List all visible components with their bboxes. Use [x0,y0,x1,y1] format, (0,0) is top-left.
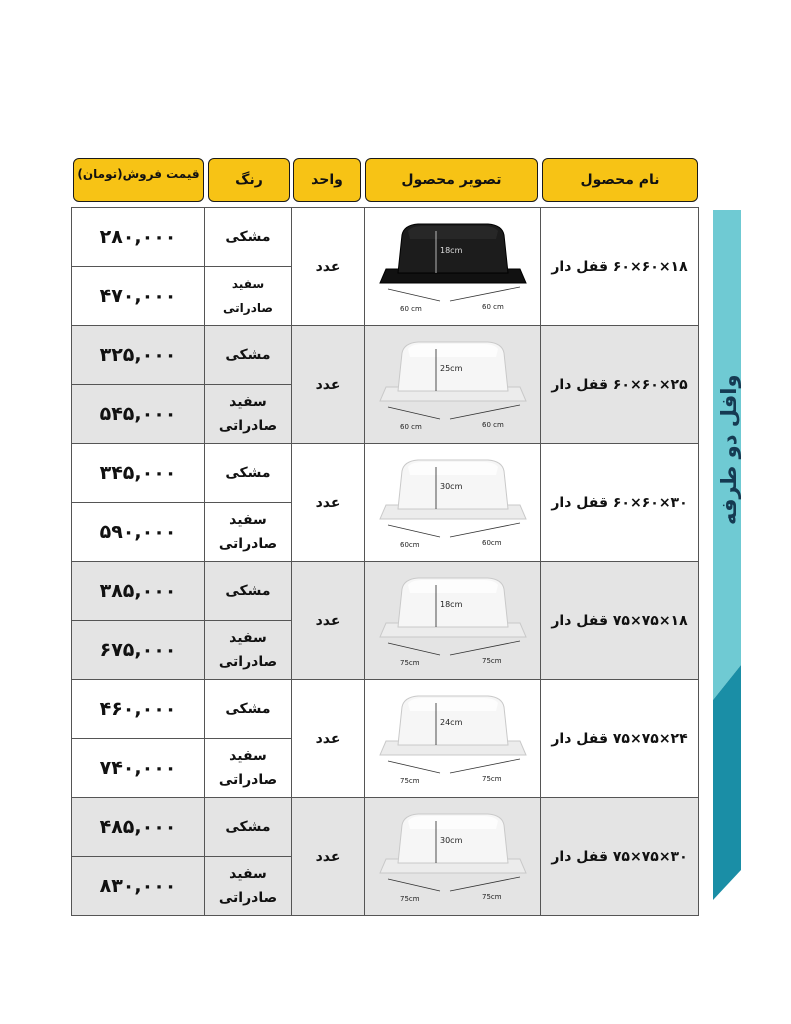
color-value: سفید صادراتی [205,739,292,798]
product-image-cell [365,444,541,562]
product-image-5 [378,807,528,907]
side-label: وافل دو طرفه [717,374,741,526]
price-value: ۴۸۵,۰۰۰ [72,798,205,857]
price-value: ۵۹۰,۰۰۰ [72,503,205,562]
price-value: ۶۷۵,۰۰۰ [72,621,205,680]
header-unit-label: واحد [311,172,343,188]
header-product-image-label: تصویر محصول [401,172,502,188]
unit-value: عدد [292,208,365,326]
color-value: مشکی [205,326,292,385]
color-value: سفید صادراتی [205,503,292,562]
price-value: ۳۲۵,۰۰۰ [72,326,205,385]
side-band-dark [713,665,741,900]
svg-text:25cm: 25cm [439,363,462,373]
color-value: مشکی [205,798,292,857]
svg-text:60 cm: 60 cm [481,420,504,429]
product-image-cell [365,680,541,798]
table-row [72,680,699,739]
svg-text:75cm: 75cm [481,774,502,783]
svg-text:30cm: 30cm [439,481,462,491]
header-price [73,158,204,202]
table-row [72,326,699,385]
price-value: ۵۴۵,۰۰۰ [72,385,205,444]
product-name: ۳۰×۷۵×۷۵ قفل دار [541,798,699,916]
color-value: سفید صادراتی [205,385,292,444]
svg-text:24cm: 24cm [439,717,462,727]
header-color [208,158,290,202]
price-table [71,207,699,916]
product-name: ۱۸×۶۰×۶۰ قفل دار [541,208,699,326]
table-row [72,798,699,857]
color-value: مشکی [205,680,292,739]
product-image-0 [378,217,528,317]
svg-text:60cm: 60cm [481,538,502,547]
product-image-4 [378,689,528,789]
price-value: ۳۴۵,۰۰۰ [72,444,205,503]
svg-text:75cm: 75cm [399,658,420,667]
svg-text:18cm: 18cm [439,245,462,255]
color-value: مشکی [205,562,292,621]
color-value: مشکی [205,444,292,503]
color-value: سفید صادراتی [205,267,292,326]
header-product-name-label: نام محصول [580,172,660,188]
svg-text:30cm: 30cm [439,835,462,845]
unit-value: عدد [292,562,365,680]
product-image-cell [365,326,541,444]
unit-value: عدد [292,798,365,916]
header-product-image [365,158,538,202]
unit-value: عدد [292,326,365,444]
color-value: سفید صادراتی [205,621,292,680]
svg-text:60 cm: 60 cm [399,304,422,313]
product-name: ۲۵×۶۰×۶۰ قفل دار [541,326,699,444]
unit-value: عدد [292,680,365,798]
price-value: ۷۴۰,۰۰۰ [72,739,205,798]
product-image-cell [365,208,541,326]
table-row [72,208,699,267]
unit-value: عدد [292,444,365,562]
product-name: ۱۸×۷۵×۷۵ قفل دار [541,562,699,680]
table-row [72,562,699,621]
header-price-label: قیمت فروش(تومان) [77,167,200,181]
price-value: ۴۶۰,۰۰۰ [72,680,205,739]
svg-text:18cm: 18cm [439,599,462,609]
table-row [72,444,699,503]
product-image-2 [378,453,528,553]
header-unit [293,158,361,202]
header-product-name [542,158,698,202]
svg-text:60 cm: 60 cm [481,302,504,311]
color-value: سفید صادراتی [205,857,292,916]
svg-text:75cm: 75cm [481,892,502,901]
color-value: مشکی [205,208,292,267]
svg-text:75cm: 75cm [481,656,502,665]
svg-text:75cm: 75cm [399,894,420,903]
product-name: ۲۴×۷۵×۷۵ قفل دار [541,680,699,798]
product-image-cell [365,562,541,680]
price-value: ۸۳۰,۰۰۰ [72,857,205,916]
price-value: ۳۸۵,۰۰۰ [72,562,205,621]
product-name: ۳۰×۶۰×۶۰ قفل دار [541,444,699,562]
svg-text:60 cm: 60 cm [399,422,422,431]
svg-text:60cm: 60cm [399,540,420,549]
product-image-1 [378,335,528,435]
product-image-3 [378,571,528,671]
product-image-cell [365,798,541,916]
price-value: ۴۷۰,۰۰۰ [72,267,205,326]
svg-text:75cm: 75cm [399,776,420,785]
header-color-label: رنگ [235,172,263,188]
price-value: ۲۸۰,۰۰۰ [72,208,205,267]
